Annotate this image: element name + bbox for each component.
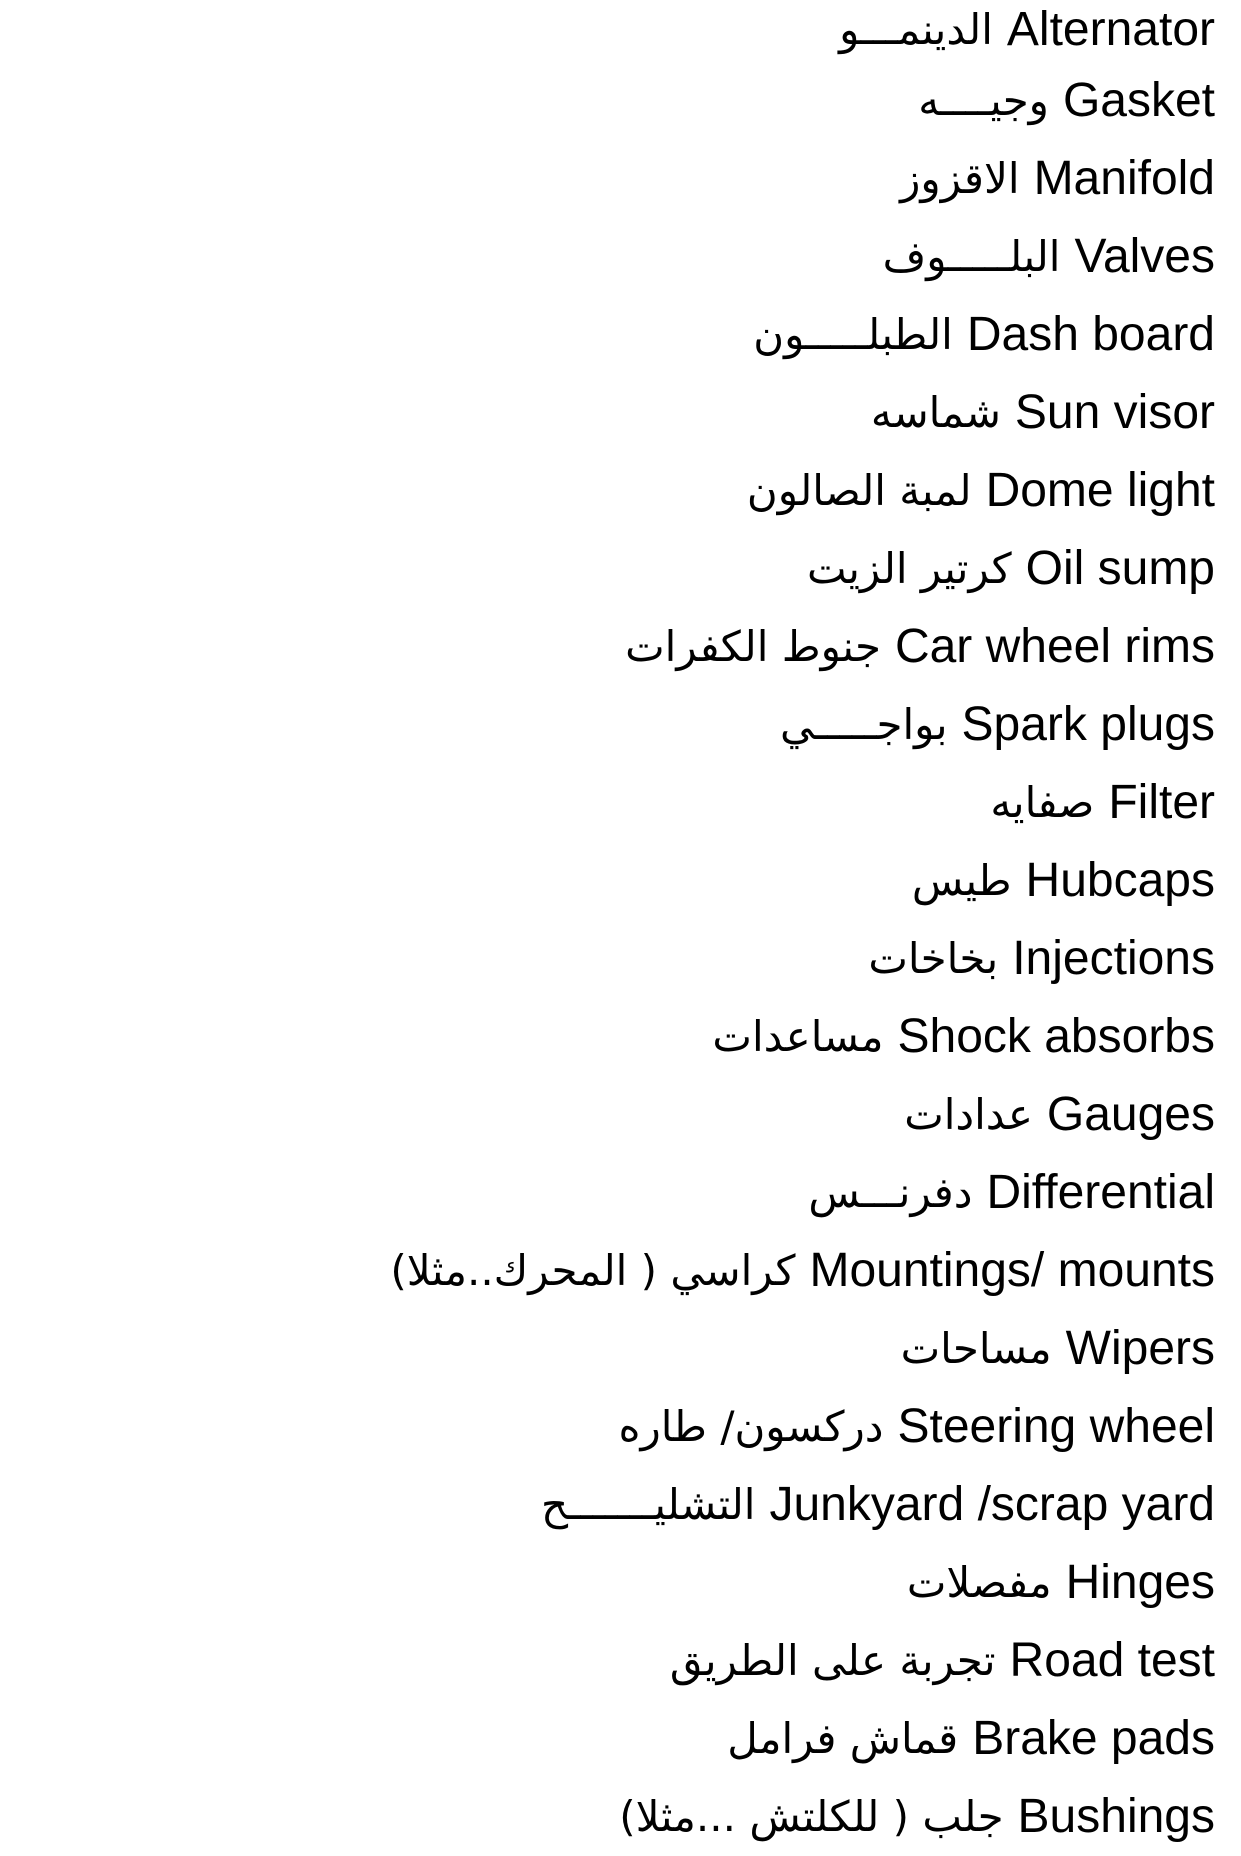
arabic-term: جلب ( للكلتش ...مثلا) xyxy=(619,1792,1004,1841)
english-term: Spark plugs xyxy=(961,698,1215,751)
vocab-row-valves xyxy=(35,218,1215,296)
vocab-row-brake-pads xyxy=(35,1700,1215,1778)
vocab-row-hinges xyxy=(35,1544,1215,1622)
arabic-term: صفايه xyxy=(990,778,1095,827)
arabic-term: البلـــــوف xyxy=(882,232,1061,281)
english-term: Valves xyxy=(1074,230,1215,283)
english-term: Bushings xyxy=(1017,1790,1215,1843)
english-term: Shock absorbs xyxy=(897,1010,1215,1063)
arabic-term: عدادات xyxy=(904,1090,1033,1139)
vocab-row-steering-wheel xyxy=(35,1388,1215,1466)
english-term: Wipers xyxy=(1065,1322,1215,1375)
english-term: Injections xyxy=(1012,932,1215,985)
english-term: Mountings/ mounts xyxy=(809,1244,1215,1297)
english-term: Manifold xyxy=(1033,152,1215,205)
english-term: Oil sump xyxy=(1025,542,1215,595)
arabic-term: كرتير الزيت xyxy=(806,544,1012,593)
arabic-term: دركسون/ طاره xyxy=(618,1402,884,1451)
english-term: Gasket xyxy=(1062,74,1215,127)
vocab-row-shock-absorbs xyxy=(35,998,1215,1076)
english-term: Junkyard /scrap yard xyxy=(769,1478,1215,1531)
vocab-row-spark-plugs xyxy=(35,686,1215,764)
arabic-term: وجيــــه xyxy=(918,76,1049,125)
vocab-row-mountings xyxy=(35,1232,1215,1310)
arabic-term: طيس xyxy=(911,856,1012,905)
vocab-row-car-wheel-rims xyxy=(35,608,1215,686)
vocab-row-injections xyxy=(35,920,1215,998)
arabic-term: مفصلات xyxy=(906,1558,1052,1607)
vocab-row-sun-visor xyxy=(35,374,1215,452)
vocab-row-road-test xyxy=(35,1622,1215,1700)
vocab-row-dash-board xyxy=(35,296,1215,374)
vocab-row-differential xyxy=(35,1154,1215,1232)
english-term: Hubcaps xyxy=(1025,854,1215,907)
arabic-term: بخاخات xyxy=(868,934,999,983)
arabic-term: جنوط الكفرات xyxy=(625,622,881,671)
arabic-term: دفرنـــس xyxy=(808,1168,973,1217)
english-term: Dome light xyxy=(985,464,1215,517)
vocabulary-list xyxy=(35,0,1215,1856)
arabic-term: قماش فرامل xyxy=(727,1714,959,1763)
arabic-term: بواجـــــي xyxy=(779,700,948,749)
vocab-row-junkyard xyxy=(35,1466,1215,1544)
english-term: Differential xyxy=(986,1166,1215,1219)
english-term: Car wheel rims xyxy=(894,620,1215,673)
vocab-row-gasket xyxy=(35,62,1215,140)
vocab-row-oil-sump xyxy=(35,530,1215,608)
vocab-row-hubcaps xyxy=(35,842,1215,920)
vocab-row-filter xyxy=(35,764,1215,842)
vocab-row-alternator xyxy=(35,0,1215,62)
arabic-term: شماسه xyxy=(870,388,1001,437)
arabic-term: تجربة على الطريق xyxy=(669,1636,996,1685)
arabic-term: كراسي ( المحرك..مثلا) xyxy=(390,1246,796,1295)
english-term: Road test xyxy=(1009,1634,1215,1687)
english-term: Alternator xyxy=(1006,3,1215,56)
vocab-row-wipers xyxy=(35,1310,1215,1388)
english-term: Steering wheel xyxy=(897,1400,1215,1453)
arabic-term: مساحات xyxy=(900,1324,1052,1373)
vocab-row-dome-light xyxy=(35,452,1215,530)
vocab-row-manifold xyxy=(35,140,1215,218)
vocab-row-bushings xyxy=(35,1778,1215,1856)
english-term: Brake pads xyxy=(972,1712,1215,1765)
english-term: Dash board xyxy=(966,308,1215,361)
arabic-term: الاقزوز xyxy=(900,154,1020,203)
arabic-term: مساعدات xyxy=(712,1012,884,1061)
arabic-term: الطبلـــــون xyxy=(753,310,953,359)
english-term: Gauges xyxy=(1046,1088,1215,1141)
vocab-row-gauges xyxy=(35,1076,1215,1154)
arabic-term: لمبة الصالون xyxy=(746,466,972,515)
arabic-term: التشليـــــــح xyxy=(541,1480,756,1529)
arabic-term: الدينمـــو xyxy=(839,5,993,54)
english-term: Filter xyxy=(1108,776,1215,829)
english-term: Sun visor xyxy=(1014,386,1215,439)
english-term: Hinges xyxy=(1065,1556,1215,1609)
